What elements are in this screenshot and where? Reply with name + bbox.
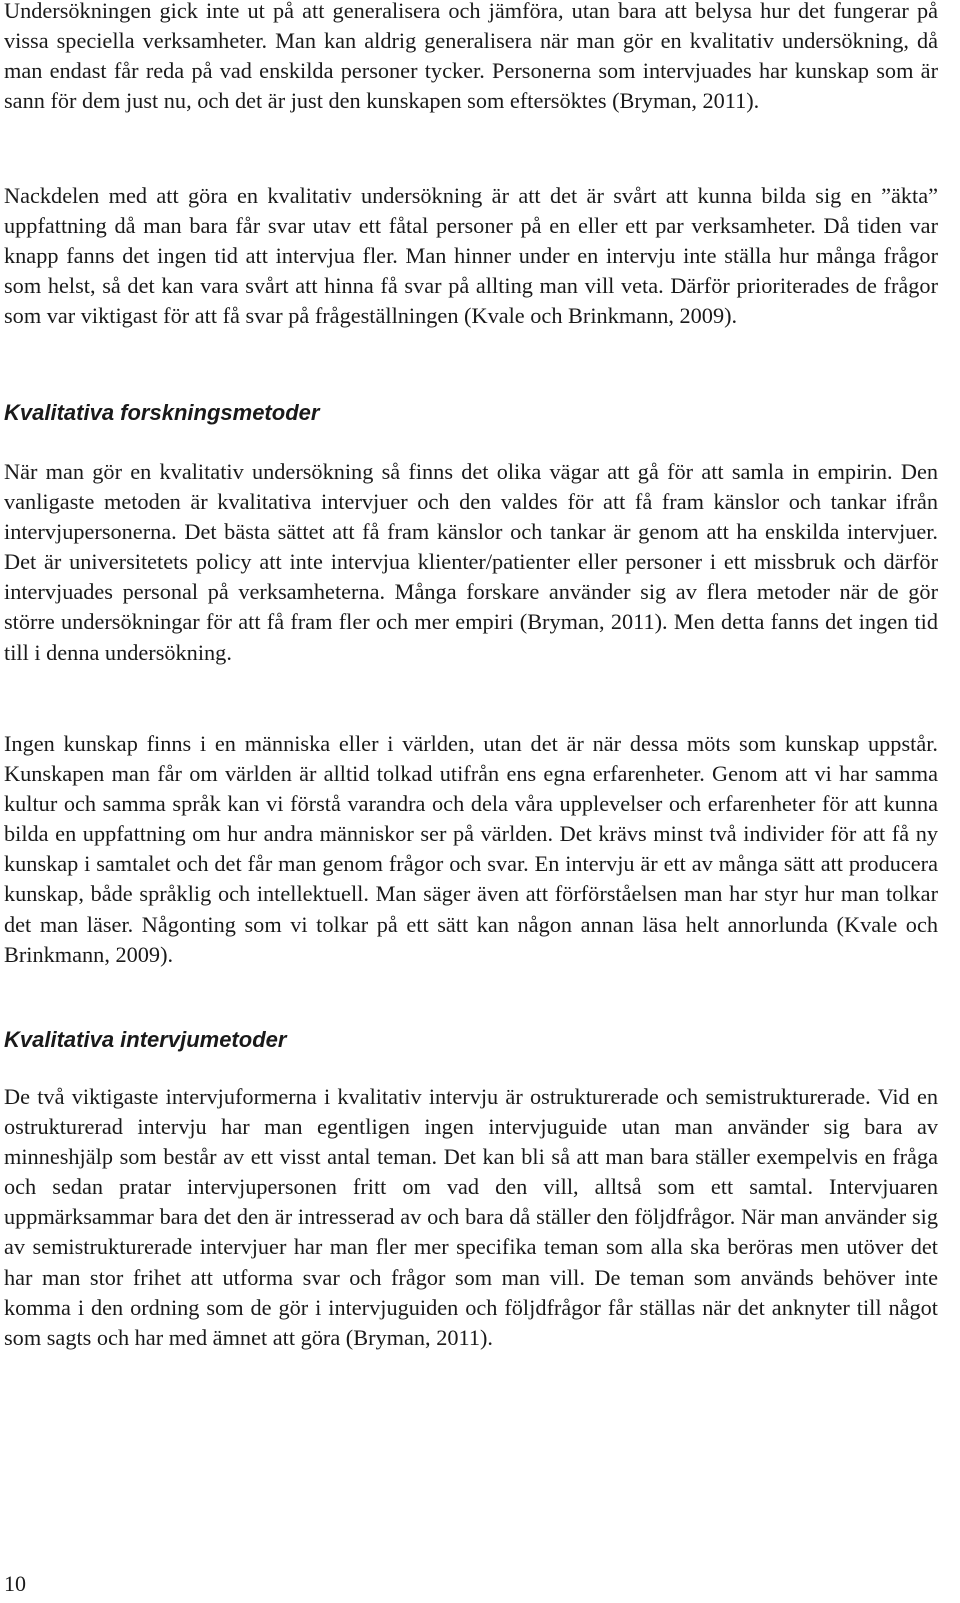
paragraph-knowledge: Ingen kunskap finns i en människa eller i världen, utan det är när dessa möts som kunskap uppstår. Kunskapen man får om världen är alltid tolkad utifrån ens egna erfarenheter. Genom att vi har samma kultur och samma språk kan vi förstå varandra och dela våra upplevelser och erfarenheter för att kunna bilda en uppfattning om hur andra människor ser på världen. Det krävs minst två individer för att få ny kunskap i samtalet och det får man genom frågor och svar. En intervju är ett av många sätt att producera kunskap, både språklig och intellektuell. Man säger även att förförståelsen man har styr hur man tolkar det man läser. Någonting som vi tolkar på ett sätt kan någon annan läsa helt annorlunda (Kvale och Brinkmann, 2009). bbox=[4, 731, 938, 967]
page-number: 10 bbox=[4, 1571, 26, 1596]
paragraph-interview-forms: De två viktigaste intervjuformerna i kvalitativ intervju är ostrukturerade och semistrukturerade. Vid en ostrukturerad intervju har man egentligen ingen intervjuguide utan man använder sig bara av minneshjälp som består av ett visst antal teman. Det kan bli så att man bara ställer exempelvis en fråga och sedan pratar intervjupersonen fritt om vad den vill, alltså som ett samtal. Intervjuaren uppmärksammar bara det den är intresserad av och bara då ställer den följdfrågor. När man använder sig av semistrukturerade intervjuer har man fler mer specifika teman som alla ska beröras men utöver det har man stor frihet att utforma svar och frågor som man vill. De teman som används behöver inte komma i den ordning som de gör i intervjuguiden och följdfrågor får ställas när det anknyter till något som sagts och har med ämnet att göra (Bryman, 2011). bbox=[4, 1084, 938, 1350]
heading-interview-methods: Kvalitativa intervjumetoder bbox=[4, 1027, 287, 1052]
heading-research-methods: Kvalitativa forskningsmetoder bbox=[4, 400, 320, 425]
paragraph-qualitative-study: När man gör en kvalitativ undersökning så finns det olika vägar att gå för att samla in empirin. Den vanligaste metoden är kvalitativa intervjuer och den valdes för att få fram känslor och tankar ifrån intervjupersonerna. Det bästa sättet att få fram känslor och tankar är genom att ha enskilda intervjuer. Det är universitetets policy att inte intervjua klienter/patienter eller personer i ett missbruk och därför intervjuades personal på verksamheterna. Många forskare använder sig av flera metoder när de gör större undersökningar för att få fram fler och mer empiri (Bryman, 2011). Men detta fanns det ingen tid till i denna undersökning. bbox=[4, 459, 938, 665]
paragraph-generalization: Undersökningen gick inte ut på att generalisera och jämföra, utan bara att belysa hur det fungerar på vissa speciella verksamheter. Man kan aldrig generalisera när man gör en kvalitativ undersökning, då man endast får reda på vad enskilda personer tycker. Personerna som intervjuades har kunskap som är sann för dem just nu, och det är just den kunskapen som eftersöktes (Bryman, 2011). bbox=[4, 0, 938, 114]
paragraph-disadvantages: Nackdelen med att göra en kvalitativ undersökning är att det är svårt att kunna bilda sig en ”äkta” uppfattning då man bara får svar utav ett fåtal personer på en eller ett par verksamheter. Då tiden var knapp fanns det ingen tid att intervjua fler. Man hinner under en intervju inte ställa hur många frågor som helst, så det kan vara svårt att hinna få svar på allting man vill veta. Därför prioriterades de frågor som var viktigast för att få svar på frågeställningen (Kvale och Brinkmann, 2009). bbox=[4, 183, 938, 329]
